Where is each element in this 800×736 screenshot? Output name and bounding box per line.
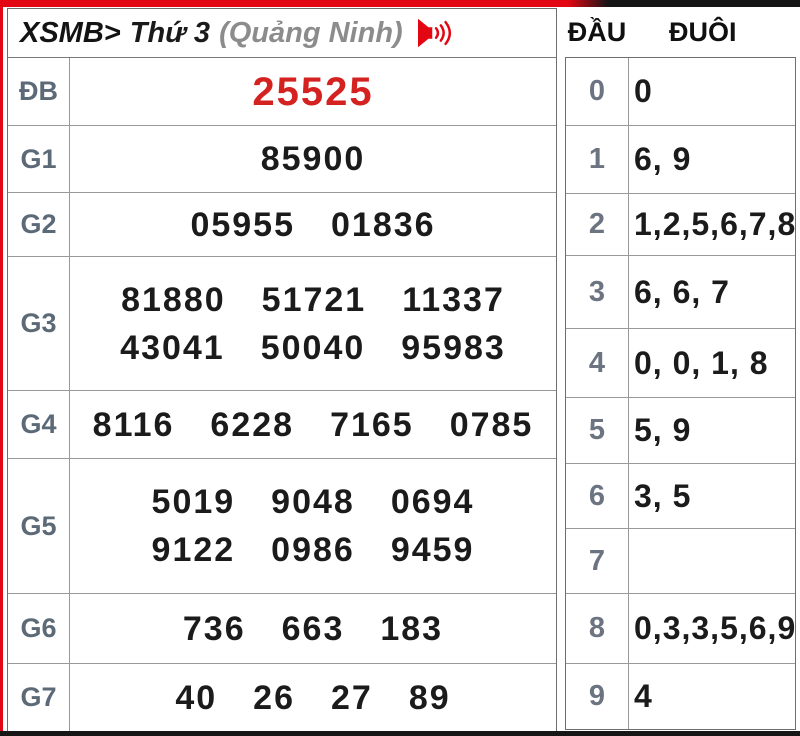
prize-values [70, 257, 556, 390]
head-digit: 7 [566, 529, 629, 593]
prize-number-line [70, 405, 556, 444]
head-tail-row [566, 194, 795, 256]
prize-number: 43041 [120, 328, 225, 367]
tail-column-header: ĐUÔI [669, 17, 737, 47]
prize-results-table [7, 8, 557, 732]
tail-digits: 4 [634, 678, 653, 714]
head-tail-row [566, 58, 795, 126]
tail-digits: 0, 0, 1, 8 [634, 344, 769, 381]
head-digit: 0 [566, 58, 629, 125]
tail-digits: 0,3,3,5,6,9 [634, 610, 797, 646]
head-tail-row [566, 664, 795, 729]
speaker-icon[interactable] [418, 17, 456, 49]
head-tail-header [565, 8, 795, 57]
prize-label: ĐB [8, 58, 70, 125]
prize-number: 05955 [190, 205, 295, 244]
prize-number: 81880 [121, 280, 226, 319]
prize-number-line [70, 142, 556, 176]
tail-digits: 6, 6, 7 [634, 273, 730, 310]
prize-number: 40 [175, 678, 218, 717]
tail-digits: 6, 9 [634, 141, 692, 177]
prize-row [8, 664, 556, 731]
prize-number: 27 [331, 678, 373, 717]
prize-number: 8116 [92, 405, 175, 444]
prize-table-body [8, 58, 556, 731]
prize-number: 9048 [271, 483, 355, 521]
prize-number-line [70, 678, 556, 717]
prize-number: 51721 [261, 280, 367, 319]
prize-values [70, 58, 556, 125]
prize-label: G3 [8, 257, 70, 390]
head-tail-body [566, 58, 795, 729]
tail-digits: 0 [634, 73, 653, 109]
prize-number: 50040 [260, 328, 366, 367]
prize-number: 01836 [331, 205, 436, 244]
prize-values [70, 459, 556, 593]
head-tail-row [566, 256, 795, 329]
prize-label: G4 [8, 391, 70, 458]
prize-number-line [70, 280, 556, 319]
prize-number: 6228 [210, 405, 295, 444]
prize-row [8, 126, 556, 193]
prize-number: 25525 [252, 69, 374, 114]
head-digit: 6 [566, 464, 629, 528]
head-tail-row [566, 529, 795, 594]
prize-number: 26 [253, 678, 295, 717]
head-digit: 4 [566, 329, 629, 397]
left-accent-stripe [0, 0, 3, 736]
top-accent-bar [0, 0, 800, 7]
prize-number: 89 [408, 678, 451, 717]
tail-digits: 3, 5 [634, 477, 692, 514]
prize-number-line [70, 328, 556, 367]
prize-number: 11337 [402, 280, 505, 319]
prize-row [8, 594, 556, 664]
prize-values [70, 594, 556, 663]
prize-number: 5019 [151, 483, 236, 521]
prize-label: G2 [8, 193, 70, 256]
head-digit: 3 [566, 256, 629, 328]
prize-number-line [70, 533, 556, 567]
draw-day-label: Thứ 3 [129, 16, 211, 49]
tail-digits: 5, 9 [634, 412, 692, 448]
prize-number: 0986 [271, 531, 355, 569]
prize-label: G7 [8, 664, 70, 731]
prize-values [70, 664, 556, 731]
head-tail-row [566, 594, 795, 664]
prize-number: 9122 [151, 531, 236, 569]
prize-number: 9459 [390, 531, 475, 569]
head-tail-row [566, 398, 795, 464]
head-tail-table [565, 57, 796, 730]
results-title-row [8, 9, 556, 58]
prize-number: 663 [281, 609, 345, 648]
prize-number: 95983 [401, 328, 506, 367]
prize-number: 85900 [260, 140, 366, 178]
head-digit: 9 [566, 664, 629, 729]
bottom-bar [0, 731, 800, 736]
province-label: (Quảng Ninh) [219, 16, 403, 49]
head-digit: 5 [566, 398, 629, 463]
prize-values [70, 193, 556, 256]
prize-row [8, 193, 556, 257]
head-tail-row [566, 329, 795, 398]
prize-number-line [70, 69, 556, 114]
xsmb-link[interactable]: XSMB> [20, 16, 121, 49]
prize-number: 0694 [390, 483, 475, 521]
prize-number: 183 [380, 609, 444, 648]
prize-label: G1 [8, 126, 70, 192]
prize-number: 0785 [449, 405, 534, 444]
head-digit: 1 [566, 126, 629, 193]
prize-values [70, 126, 556, 192]
prize-number: 7165 [330, 405, 414, 444]
head-tail-row [566, 126, 795, 194]
head-column-header: ĐẦU [567, 17, 627, 47]
prize-number-line [70, 609, 556, 648]
prize-number: 736 [182, 609, 246, 648]
tail-digits [629, 529, 795, 593]
tail-digits: 1,2,5,6,7,8 [634, 206, 797, 242]
prize-row [8, 391, 556, 459]
prize-label: G5 [8, 459, 70, 593]
prize-number-line [70, 205, 556, 244]
prize-number-line [70, 485, 556, 519]
prize-row [8, 459, 556, 594]
head-digit: 8 [566, 594, 629, 663]
prize-row [8, 257, 556, 391]
prize-row [8, 58, 556, 126]
prize-values [70, 391, 556, 458]
prize-label: G6 [8, 594, 70, 663]
head-digit: 2 [566, 194, 629, 255]
head-tail-row [566, 464, 795, 529]
